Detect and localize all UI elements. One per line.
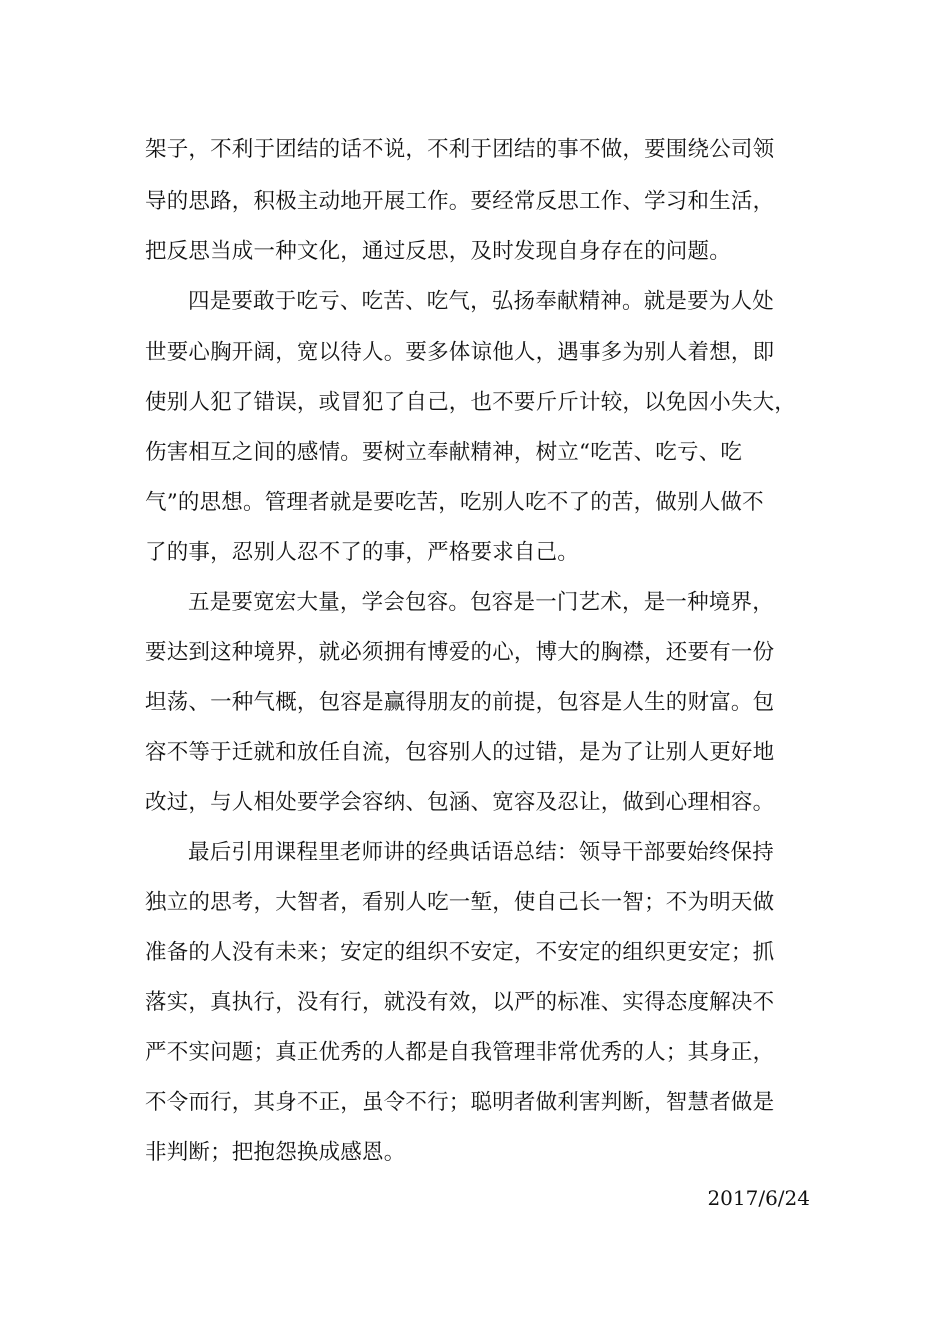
paragraph-line: 落实，真执行，没有行，就没有效，以严的标准、实得态度解决不 <box>145 990 775 1015</box>
paragraph-line: 要达到这种境界，就必须拥有博爱的心，博大的胸襟，还要有一份 <box>145 640 775 665</box>
paragraph-line: 导的思路，积极主动地开展工作。要经常反思工作、学习和生活， <box>145 189 775 214</box>
paragraph-line: 架子，不利于团结的话不说，不利于团结的事不做，要围绕公司领 <box>145 137 775 162</box>
paragraph-line: 不令而行，其身不正，虽令不行；聪明者做利害判断，智慧者做是 <box>145 1090 775 1115</box>
paragraph-line: 最后引用课程里老师讲的经典话语总结：领导干部要始终保持 <box>188 840 774 865</box>
paragraph-line: 五是要宽宏大量，学会包容。包容是一门艺术，是一种境界， <box>188 590 774 615</box>
paragraph-line: 气”的思想。管理者就是要吃苦，吃别人吃不了的苦，做别人做不 <box>145 490 764 515</box>
paragraph-line: 世要心胸开阔，宽以待人。要多体谅他人，遇事多为别人着想，即 <box>145 340 775 365</box>
paragraph-line: 了的事，忍别人忍不了的事，严格要求自己。 <box>145 540 580 565</box>
paragraph-line: 把反思当成一种文化，通过反思，及时发现自身存在的问题。 <box>145 239 731 264</box>
paragraph-line: 准备的人没有未来；安定的组织不安定，不安定的组织更安定；抓 <box>145 940 775 965</box>
paragraph-line: 改过，与人相处要学会容纳、包涵、宽容及忍让，做到心理相容。 <box>145 790 775 815</box>
paragraph-line: 使别人犯了错误，或冒犯了自己，也不要斤斤计较，以免因小失大， <box>145 390 797 415</box>
paragraph-line: 独立的思考，大智者，看别人吃一堑，使自己长一智；不为明天做 <box>145 890 775 915</box>
paragraph-line: 四是要敢于吃亏、吃苦、吃气，弘扬奉献精神。就是要为人处 <box>188 289 774 314</box>
paragraph-line: 非判断；把抱怨换成感恩。 <box>145 1140 406 1165</box>
paragraph-line: 坦荡、一种气概，包容是赢得朋友的前提，包容是人生的财富。包 <box>145 690 775 715</box>
paragraph-line: 容不等于迁就和放任自流，包容别人的过错，是为了让别人更好地 <box>145 740 775 765</box>
paragraph-line: 严不实问题；真正优秀的人都是自我管理非常优秀的人；其身正， <box>145 1040 775 1065</box>
document-date: 2017/6/24 <box>707 1186 810 1210</box>
paragraph-line: 伤害相互之间的感情。要树立奉献精神，树立“吃苦、吃亏、吃 <box>145 440 743 465</box>
